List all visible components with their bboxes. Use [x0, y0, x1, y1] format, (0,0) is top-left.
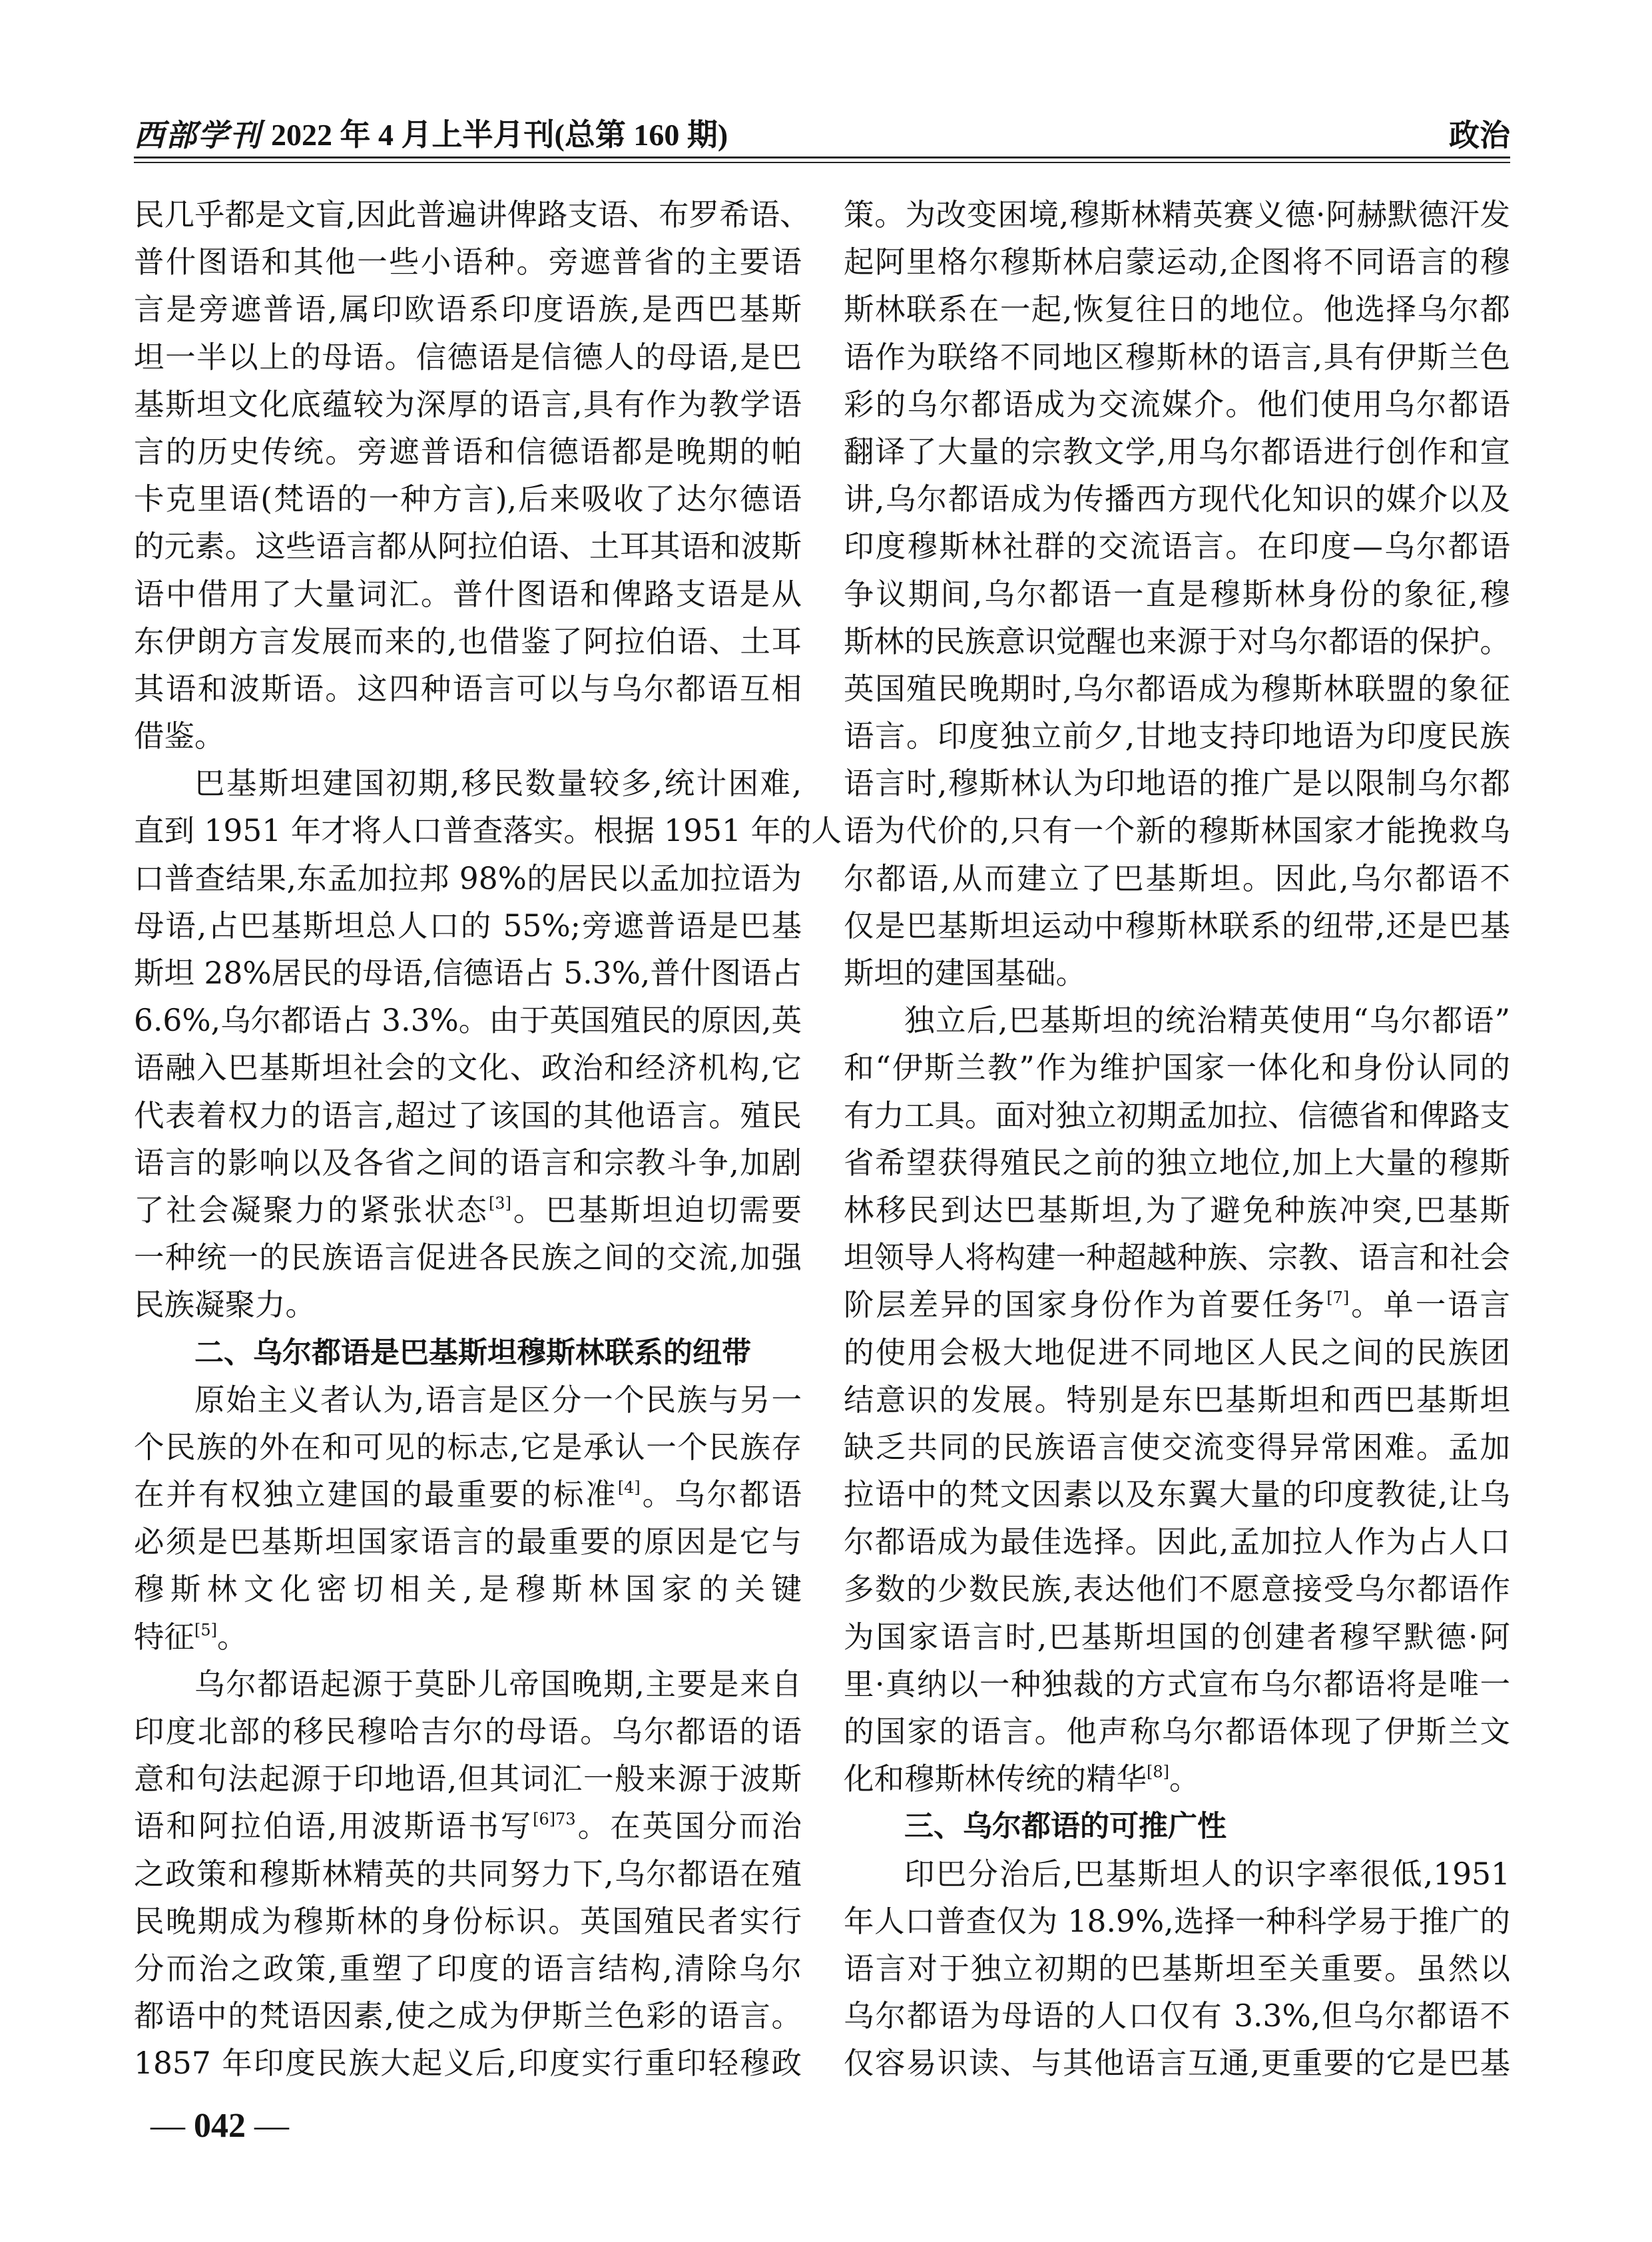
text-line	[134, 950, 802, 997]
line-text: 乌尔都语起源于莫卧儿帝国晚期,主要是来自	[194, 1666, 802, 1702]
line-text: 结意识的发展。特别是东巴基斯坦和西巴基斯坦	[844, 1382, 1510, 1418]
citation-superscript: [5]	[194, 1620, 218, 1639]
line-text: 省希望获得殖民之前的独立地位,加上大量的穆斯	[844, 1145, 1510, 1181]
line-text: 斯坦 28%居民的母语,信德语占 5.3%,普什图语占	[134, 956, 802, 991]
line-text: 讲,乌尔都语成为传播西方现代化知识的媒介以及	[844, 481, 1510, 517]
text-line	[134, 1281, 802, 1328]
text-line	[134, 1850, 802, 1898]
citation-superscript: [7]	[1326, 1288, 1350, 1308]
line-text: 印度北部的移民穆哈吉尔的母语。乌尔都语的语	[134, 1714, 802, 1749]
text-line	[134, 286, 802, 333]
citation-superscript: [3]	[488, 1193, 511, 1213]
line-text: 必须是巴基斯坦国家语言的最重要的原因是它与	[134, 1524, 802, 1560]
text-line	[844, 1518, 1510, 1565]
text-line	[134, 2040, 802, 2087]
text-line	[134, 1471, 802, 1518]
line-text: 基斯坦文化底蕴较为深厚的语言,具有作为教学语	[134, 386, 802, 422]
line-text: 特征	[134, 1619, 195, 1655]
line-text: 语中借用了大量词汇。普什图语和俾路支语是从	[134, 576, 802, 612]
text-line	[844, 1376, 1510, 1424]
footer-dash-right: —	[254, 2107, 289, 2145]
line-text: 阶层差异的国家身份作为首要任务	[844, 1287, 1327, 1323]
text-line	[844, 1850, 1510, 1898]
text-line	[844, 334, 1510, 381]
line-text: 卡克里语(梵语的一种方言),后来吸收了达尔德语	[134, 481, 802, 517]
text-line	[134, 618, 802, 665]
line-text: 个民族的外在和可见的标志,它是承认一个民族存	[134, 1429, 802, 1465]
line-text: 1857 年印度民族大起义后,印度实行重印轻穆政	[134, 2046, 802, 2082]
line-text: 翻译了大量的宗教文学,用乌尔都语进行创作和宣	[844, 433, 1510, 469]
line-text: 分而治之政策,重塑了印度的语言结构,清除乌尔	[134, 1950, 802, 1986]
line-text: 语和阿拉伯语,用波斯语书写	[134, 1809, 533, 1844]
text-line	[844, 191, 1510, 238]
text-line	[134, 1803, 802, 1850]
line-text: 东伊朗方言发展而来的,也借鉴了阿拉伯语、土耳	[134, 623, 802, 659]
text-line	[134, 523, 802, 570]
text-line	[134, 712, 802, 760]
text-line	[134, 855, 802, 902]
line-text: 印度穆斯林社群的交流语言。在印度—乌尔都语	[844, 529, 1510, 565]
line-text: 民族凝聚力。	[134, 1287, 316, 1323]
text-line	[134, 191, 810, 238]
paragraph	[134, 760, 842, 1328]
text-line	[844, 950, 1510, 997]
text-line	[844, 1613, 1510, 1661]
line-text: 6.6%,乌尔都语占 3.3%。由于英国殖民的原因,英	[134, 1003, 802, 1039]
line-text: 缺乏共同的民族语言使交流变得异常困难。孟加	[844, 1429, 1510, 1465]
line-text: 的使用会极大地促进不同地区人民之间的民族团	[844, 1334, 1510, 1370]
text-line	[844, 1661, 1510, 1708]
line-text: 一种统一的民族语言促进各民族之间的交流,加强	[134, 1240, 802, 1276]
line-text: 言是旁遮普语,属印欧语系印度语族,是西巴基斯	[134, 292, 802, 328]
section-name: 政治	[1449, 117, 1510, 153]
line-text: 斯林的民族意识觉醒也来源于对乌尔都语的保护。	[844, 623, 1511, 659]
line-text: 尔都语成为最佳选择。因此,孟加拉人作为占人口	[844, 1524, 1510, 1560]
page-footer	[150, 2106, 289, 2146]
text-line	[134, 997, 802, 1044]
header-rule-thick	[134, 156, 1510, 158]
line-text: 语言时,穆斯林认为印地语的推广是以限制乌尔都	[844, 766, 1510, 802]
text-line	[134, 1613, 802, 1661]
line-text: 。在英国分而治	[575, 1809, 802, 1844]
text-line	[844, 381, 1510, 428]
text-line	[134, 1755, 802, 1803]
page-number: 042	[194, 2107, 246, 2145]
line-text: 起阿里格尔穆斯林启蒙运动,企图将不同语言的穆	[844, 244, 1510, 280]
paragraph	[844, 997, 1510, 1803]
line-text: 乌尔都语为母语的人口仅有 3.3%,但乌尔都语不	[844, 1998, 1510, 2034]
line-text: 林移民到达巴基斯坦,为了避免种族冲突,巴基斯	[844, 1192, 1510, 1228]
line-text: 。乌尔都语	[640, 1477, 802, 1513]
line-text: 印巴分治后,巴基斯坦人的识字率很低,1951	[904, 1856, 1510, 1892]
footer-dash-left: —	[150, 2107, 185, 2145]
line-text: 英国殖民晚期时,乌尔都语成为穆斯林联盟的象征	[844, 671, 1510, 706]
section-heading: 二、乌尔都语是巴基斯坦穆斯林联系的纽带	[194, 1335, 751, 1370]
text-line	[844, 1755, 1510, 1803]
line-text: 斯坦的建国基础。	[844, 956, 1087, 991]
line-text: 。	[1169, 1761, 1200, 1797]
text-line	[844, 1471, 1510, 1518]
line-text: 彩的乌尔都语成为交流媒介。他们使用乌尔都语	[844, 386, 1510, 422]
text-line	[134, 428, 802, 475]
text-line	[844, 855, 1510, 902]
line-text: 独立后,巴基斯坦的统治精英使用“乌尔都语”	[904, 1003, 1510, 1039]
text-line	[134, 1708, 802, 1755]
text-line	[844, 571, 1510, 618]
right-column	[844, 191, 1510, 2088]
line-text: 仅容易识读、与其他语言互通,更重要的它是巴基	[844, 2046, 1510, 2082]
line-text: 。	[217, 1619, 248, 1655]
text-line	[844, 1139, 1510, 1187]
text-line	[844, 1329, 1510, 1376]
text-line	[844, 760, 1510, 807]
line-text: 里·真纳以一种独裁的方式宣布乌尔都语将是唯一	[844, 1666, 1510, 1702]
line-text: 巴基斯坦建国初期,移民数量较多,统计困难,	[194, 766, 802, 802]
line-text: 多数的少数民族,表达他们不愿意接受乌尔都语作	[844, 1571, 1510, 1607]
line-text: 语言。印度独立前夕,甘地支持印地语为印度民族	[844, 718, 1510, 754]
text-line	[844, 902, 1510, 950]
text-line	[844, 475, 1510, 523]
line-text: 民几乎都是文盲,因此普遍讲俾路支语、布罗希语、	[134, 197, 810, 232]
line-text: 斯林联系在一起,恢复往日的地位。他选择乌尔都	[844, 292, 1510, 328]
paragraph	[134, 1661, 802, 2088]
text-line	[844, 523, 1510, 570]
text-line	[844, 2040, 1510, 2087]
line-text: 普什图语和其他一些小语种。旁遮普省的主要语	[134, 244, 802, 280]
text-line	[844, 1898, 1510, 1945]
line-text: 其语和波斯语。这四种语言可以与乌尔都语互相	[134, 671, 802, 706]
text-line	[844, 1992, 1510, 2040]
left-column	[134, 191, 842, 2088]
text-line	[134, 571, 802, 618]
text-line	[844, 1187, 1510, 1234]
line-text: 的国家的语言。他声称乌尔都语体现了伊斯兰文	[844, 1714, 1510, 1749]
running-header	[134, 119, 1510, 152]
text-line	[134, 475, 802, 523]
section-heading: 三、乌尔都语的可推广性	[904, 1809, 1227, 1844]
text-line	[844, 238, 1510, 286]
text-line	[134, 1565, 802, 1613]
text-line	[844, 1708, 1510, 1755]
line-text: 尔都语,从而建立了巴基斯坦。因此,乌尔都语不	[844, 860, 1510, 896]
text-line	[844, 807, 1510, 854]
text-line	[134, 381, 802, 428]
line-text: 的元素。这些语言都从阿拉伯语、土耳其语和波斯	[134, 529, 802, 565]
line-text: 都语中的梵语因素,使之成为伊斯兰色彩的语言。	[134, 1998, 802, 2034]
line-text: 语作为联络不同地区穆斯林的语言,具有伊斯兰色	[844, 339, 1510, 375]
text-line	[844, 1044, 1510, 1091]
line-text: 化和穆斯林传统的精华	[844, 1761, 1147, 1797]
paragraph	[844, 1850, 1510, 2088]
line-text: 策。为改变困境,穆斯林精英赛义德·阿赫默德汗发	[844, 197, 1510, 232]
text-line	[134, 1139, 802, 1187]
text-line	[134, 1376, 802, 1424]
text-line	[134, 1424, 802, 1471]
text-line	[844, 665, 1510, 712]
text-line	[134, 1518, 802, 1565]
citation-superscript: [4]	[617, 1478, 641, 1498]
line-text: 有力工具。面对独立初期孟加拉、信德省和俾路支	[844, 1097, 1511, 1133]
line-text: 直到 1951 年才将人口普查落实。根据 1951 年的人	[134, 813, 842, 849]
text-line	[844, 1945, 1510, 1992]
text-line	[844, 1234, 1510, 1281]
text-line	[844, 618, 1510, 665]
line-text: 代表着权力的语言,超过了该国的其他语言。殖民	[134, 1097, 802, 1133]
line-text: 仅是巴基斯坦运动中穆斯林联系的纽带,还是巴基	[844, 908, 1510, 944]
line-text: 拉语中的梵文因素以及东翼大量的印度教徒,让乌	[844, 1477, 1510, 1513]
text-line	[844, 1565, 1510, 1613]
line-text: 语为代价的,只有一个新的穆斯林国家才能挽救乌	[844, 813, 1510, 849]
issue-info: 2022 年 4 月上半月刊(总第 160 期)	[271, 118, 728, 152]
paragraph	[134, 1376, 802, 1661]
text-line	[134, 1992, 802, 2040]
text-line	[134, 807, 842, 854]
journal-logo: 西部学刊	[134, 117, 262, 153]
text-line	[134, 1898, 802, 1945]
text-line	[134, 1092, 802, 1139]
header-rule-thin	[134, 162, 1510, 163]
line-text: 语言对于独立初期的巴基斯坦至关重要。虽然以	[844, 1950, 1510, 1986]
text-line	[134, 665, 802, 712]
text-line	[134, 902, 802, 950]
line-text: 语融入巴基斯坦社会的文化、政治和经济机构,它	[134, 1050, 802, 1086]
line-text: 年人口普查仅为 18.9%,选择一种科学易于推广的	[844, 1903, 1510, 1939]
line-text: 为国家语言时,巴基斯坦国的创建者穆罕默德·阿	[844, 1619, 1510, 1655]
text-line	[134, 1661, 802, 1708]
line-text: 原始主义者认为,语言是区分一个民族与另一	[194, 1382, 802, 1418]
paragraph	[134, 191, 810, 760]
line-text: 言的历史传统。旁遮普语和信德语都是晚期的帕	[134, 433, 802, 469]
line-text: 民晚期成为穆斯林的身份标识。英国殖民者实行	[134, 1903, 802, 1939]
line-text: 意和句法起源于印地语,但其词汇一般来源于波斯	[134, 1761, 802, 1797]
text-line	[134, 1044, 802, 1091]
text-line	[844, 428, 1510, 475]
text-line	[844, 1424, 1510, 1471]
text-line	[134, 238, 802, 286]
paragraph	[844, 191, 1510, 997]
text-line	[844, 1281, 1510, 1328]
line-text: 和“伊斯兰教”作为维护国家一体化和身份认同的	[844, 1050, 1510, 1086]
line-text: 语言的影响以及各省之间的语言和宗教斗争,加剧	[134, 1145, 802, 1181]
text-line	[844, 997, 1510, 1044]
line-text: 争议期间,乌尔都语一直是穆斯林身份的象征,穆	[844, 576, 1510, 612]
text-line	[844, 712, 1510, 760]
line-text: 。单一语言	[1349, 1287, 1510, 1323]
line-text: 穆斯林文化密切相关,是穆斯林国家的关键	[134, 1571, 802, 1607]
line-text: 母语,占巴基斯坦总人口的 55%;旁遮普语是巴基	[134, 908, 802, 944]
line-text: 借鉴。	[134, 718, 225, 754]
line-text: 了社会凝聚力的紧张状态	[134, 1192, 489, 1228]
text-line	[134, 1187, 802, 1234]
line-text: 坦领导人将构建一种超越种族、宗教、语言和社会	[844, 1240, 1511, 1276]
line-text: 之政策和穆斯林精英的共同努力下,乌尔都语在殖	[134, 1856, 802, 1892]
citation-superscript: [8]	[1147, 1763, 1170, 1782]
text-line	[134, 1945, 802, 1992]
text-line	[844, 1092, 1510, 1139]
line-text: 坦一半以上的母语。信德语是信德人的母语,是巴	[134, 339, 802, 375]
line-text: 在并有权独立建国的最重要的标准	[134, 1477, 618, 1513]
line-text: 。巴基斯坦迫切需要	[511, 1192, 802, 1228]
citation-superscript: [6]73	[533, 1810, 576, 1829]
text-line	[134, 334, 802, 381]
line-text: 口普查结果,东孟加拉邦 98%的居民以孟加拉语为	[134, 860, 802, 896]
text-line	[134, 1234, 802, 1281]
text-line	[134, 760, 802, 807]
text-line	[844, 286, 1510, 333]
